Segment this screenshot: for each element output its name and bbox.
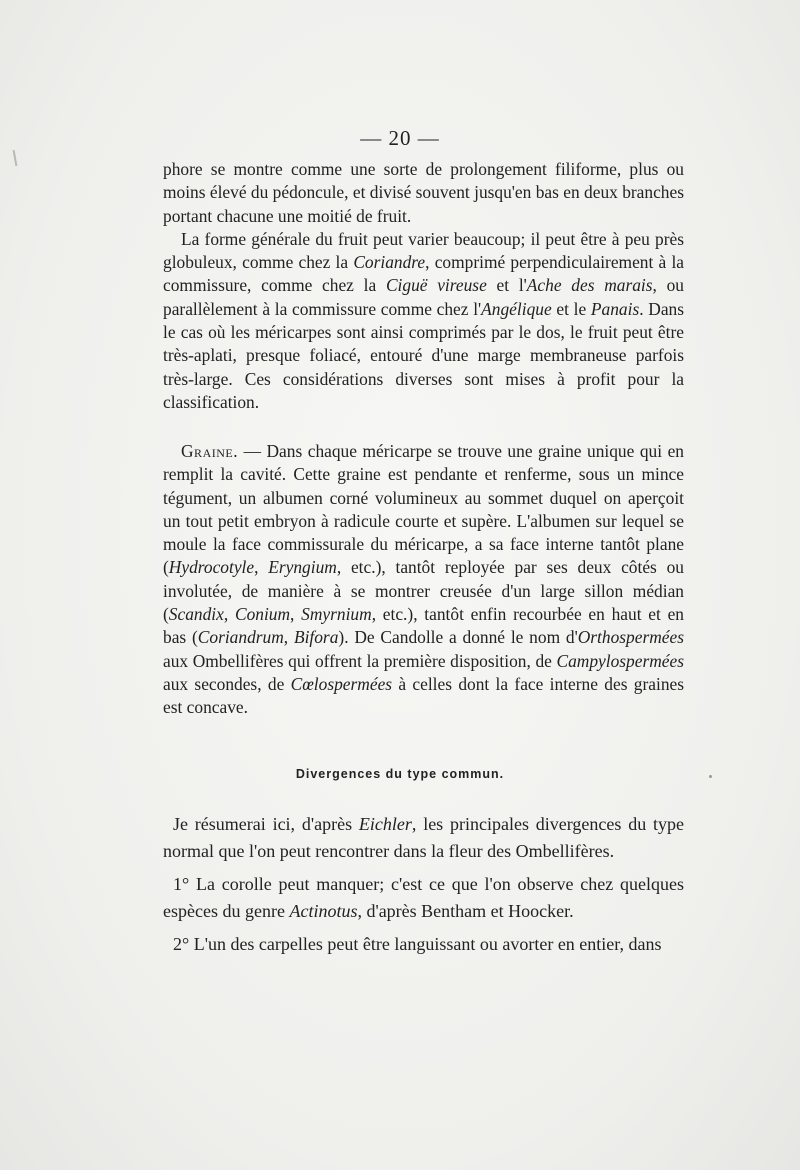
section-label-graine: Graine. <box>181 441 239 461</box>
text-block-divergences <box>163 811 684 964</box>
text-block-fruit <box>163 158 684 414</box>
taxon-name: Campylospermées <box>556 650 684 671</box>
paragraph-continuation: phore se montre comme une sorte de prolongement filiforme, plus ou moins élevé du pédoncule, et divisé souvent jusqu'en bas en deux branches portant chacune une moitié de fruit. <box>163 159 684 226</box>
taxon-name: Smyrnium <box>301 604 372 625</box>
ink-speck <box>709 775 712 778</box>
taxon-name: Bifora <box>293 627 339 648</box>
taxon-name: Coriandrum <box>197 627 284 648</box>
taxon-name: Scandix <box>168 604 224 625</box>
item-number: 2° <box>173 934 190 954</box>
taxon-name: Coriandre <box>353 252 426 273</box>
paragraph-intro: Je résumerai ici, d'après Eichler, les principales divergences du type normal que l'on peut rencontrer dans la fleur des Ombellifères. <box>163 814 685 861</box>
taxon-name: Actinotus <box>289 901 358 921</box>
item-number: 1° <box>173 874 190 894</box>
list-item-1: 1° La corolle peut manquer; c'est ce que l'on observe chez quelques espèces du genre Actinotus, d'après Bentham et Hoocker. <box>163 874 684 921</box>
taxon-name: Orthospermées <box>577 627 684 648</box>
taxon-name: Ache des marais <box>526 275 653 296</box>
text-block-graine <box>163 440 684 720</box>
paragraph-fruit-shape: La forme générale du fruit peut varier beaucoup; il peut être à peu près globuleux, comme chez la Coriandre, comprimé perpendiculairement à la commissure, comme chez la Ciguë vireuse et l'Ache des marais, ou parallèlement à la commissure comme chez l'Angélique et le Panais. Dans le cas où les méricarpes sont ainsi comprimés par le dos, le fruit peut être très-aplati, presque foliacé, entouré d'une marge membraneuse parfois très-large. Ces considérations diverses sont mises à profit pour la classification. <box>163 228 685 412</box>
taxon-name: Ciguë vireuse <box>385 275 487 296</box>
list-item-2: 2° L'un des carpelles peut être languissant ou avorter en entier, dans <box>173 934 662 954</box>
taxon-name: Cœlospermées <box>290 673 393 694</box>
taxon-name: Angélique <box>481 298 552 319</box>
margin-mark <box>13 150 18 166</box>
page-number: — 20 — <box>360 126 440 150</box>
taxon-name: Panais <box>590 298 640 319</box>
author-name: Eichler <box>358 814 412 834</box>
section-heading: Divergences du type commun. <box>295 767 505 781</box>
taxon-name: Eryngium <box>268 557 337 578</box>
taxon-name: Hydrocotyle <box>168 557 255 578</box>
paragraph-graine: Graine. — Dans chaque méricarpe se trouve une graine unique qui en remplit la cavité. Cette graine est pendante et renferme, sous un mince tégument, un albumen corné volumineux au sommet duquel on aperçoit un tout petit embryon à radicule courte et supère. L'albumen sur lequel se moule la face commissurale du méricarpe, a sa face interne tantôt plane (Hydrocotyle, Eryngium, etc.), tantôt reployée par ses deux côtés ou involutée, de manière à se montrer creusée d'un large sillon médian (Scandix, Conium, Smyrnium, etc.), tantôt enfin recourbée en haut et en bas (Coriandrum, Bifora). De Candolle a donné le nom d'Orthospermées aux Ombellifères qui offrent la première disposition, de Campylospermées aux secondes, de Cœlospermées à celles dont la face interne des graines est concave. <box>163 441 684 718</box>
taxon-name: Conium <box>234 604 291 625</box>
